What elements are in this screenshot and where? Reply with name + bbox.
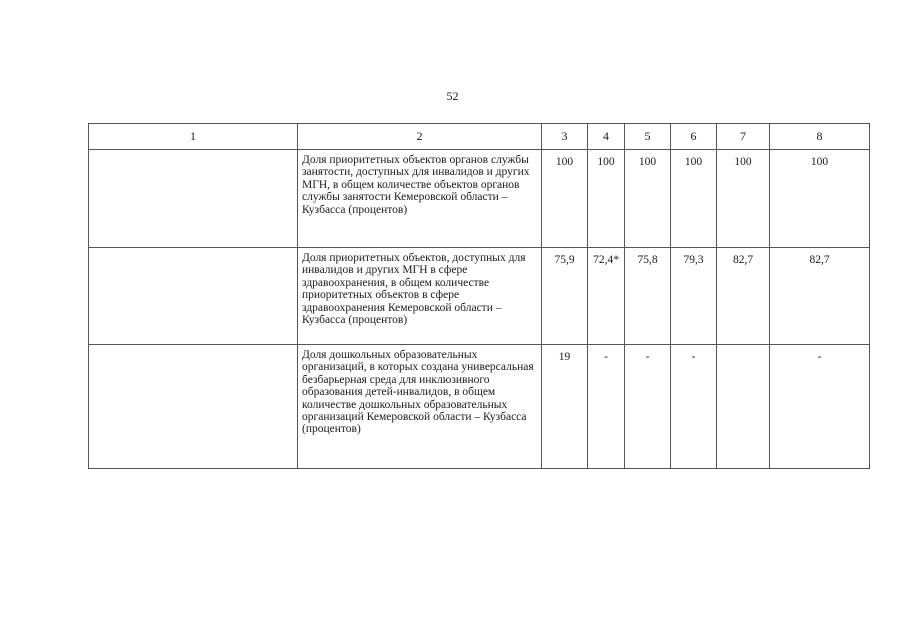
value-col-6: - (671, 345, 717, 469)
value-col-8: 82,7 (770, 248, 870, 345)
page-number: 52 (446, 89, 459, 103)
value-col-8: 100 (770, 150, 870, 248)
row-label-cell (89, 345, 298, 469)
value-col-5: 75,8 (625, 248, 671, 345)
value-col-3: 100 (542, 150, 588, 248)
column-header-2: 2 (298, 124, 542, 150)
value-col-4: - (588, 345, 625, 469)
value-col-7: 100 (717, 150, 770, 248)
column-header-6: 6 (671, 124, 717, 150)
value-col-4: 72,4* (588, 248, 625, 345)
column-header-3: 3 (542, 124, 588, 150)
value-col-7 (717, 345, 770, 469)
value-col-4: 100 (588, 150, 625, 248)
table-row (89, 248, 870, 345)
row-label-cell (89, 150, 298, 248)
indicator-description: Доля приоритетных объектов, доступных для инвалидов и других МГН в сфере здравоохранения, в общем количестве приоритетных объектов в сфере здравоохранения Кемеровской области – Кузбасса (процентов) (298, 248, 542, 345)
value-col-3: 19 (542, 345, 588, 469)
indicators-table (88, 123, 870, 469)
table-row (89, 150, 870, 248)
column-header-1: 1 (89, 124, 298, 150)
value-col-8: - (770, 345, 870, 469)
value-col-5: 100 (625, 150, 671, 248)
column-header-7: 7 (717, 124, 770, 150)
table-row (89, 345, 870, 469)
value-col-6: 100 (671, 150, 717, 248)
column-header-8: 8 (770, 124, 870, 150)
value-col-7: 82,7 (717, 248, 770, 345)
table-header-row (89, 124, 870, 150)
value-col-6: 79,3 (671, 248, 717, 345)
indicator-description: Доля дошкольных образовательных организаций, в которых создана универсальная безбарьерная среда для инклюзивного образования детей-инвалидов, в общем количестве дошкольных образовательных организаций Кемеровской области – Кузбасса (процентов) (298, 345, 542, 469)
column-header-5: 5 (625, 124, 671, 150)
value-col-5: - (625, 345, 671, 469)
value-col-3: 75,9 (542, 248, 588, 345)
indicator-description: Доля приоритетных объектов органов службы занятости, доступных для инвалидов и других МГН, в общем количестве объектов органов службы занятости Кемеровской области – Кузбасса (процентов) (298, 150, 542, 248)
column-header-4: 4 (588, 124, 625, 150)
row-label-cell (89, 248, 298, 345)
